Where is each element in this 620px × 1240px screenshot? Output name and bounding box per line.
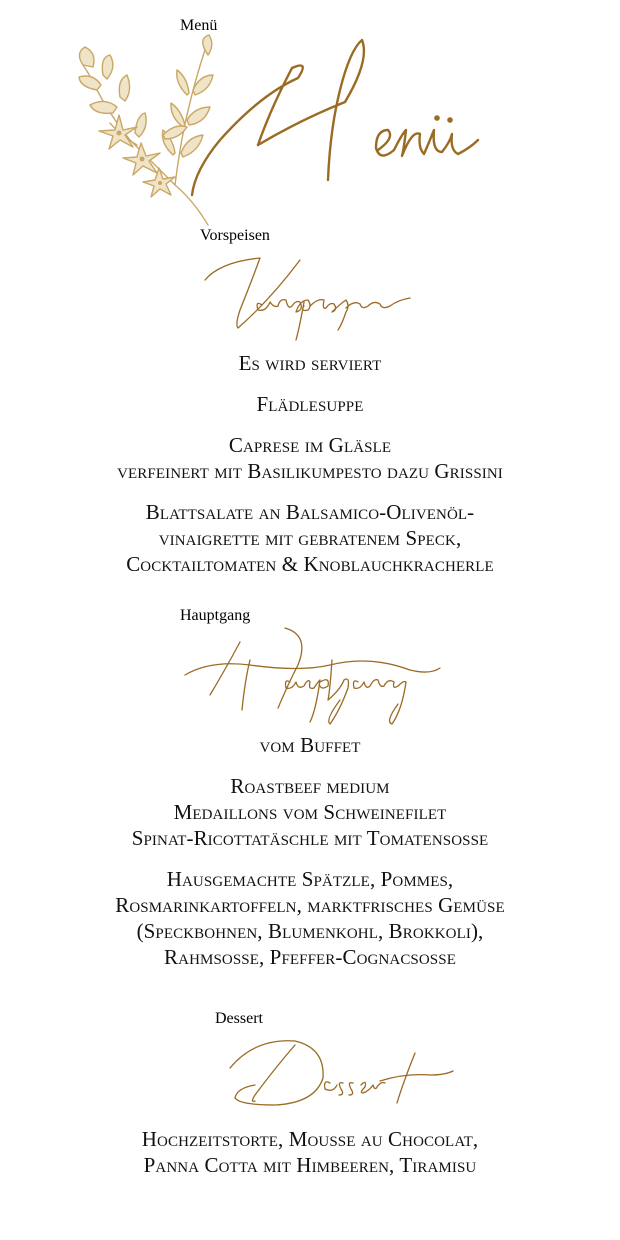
menu-item-line: Caprese im Gläsle: [228, 433, 392, 457]
menu-item-line: verfeinert mit Basilikumpesto dazu Grissini: [117, 459, 503, 483]
menu-item-line: vom Buffet: [259, 733, 361, 757]
section-title-vorspeisen: [0, 227, 620, 345]
hauptgang-script: [180, 607, 445, 728]
menu-item: [0, 432, 620, 484]
menu-item-line: (Speckbohnen, Blumenkohl, Brokkoli),: [136, 919, 484, 943]
menu-item: [0, 391, 620, 417]
vorspeisen-script: [200, 227, 425, 345]
menu-item: [0, 773, 620, 851]
section-title-text: Hauptgang: [180, 607, 251, 624]
menu-item: [0, 350, 620, 376]
dessert-items: [0, 1126, 620, 1193]
section-title-dessert: [0, 1010, 620, 1128]
menu-item-line: Roastbeef medium: [230, 774, 390, 798]
menu-item: [0, 499, 620, 577]
menu-item: [0, 866, 620, 970]
menu-item: [0, 732, 620, 758]
menu-item-line: Cocktailtomaten & Knoblauchkracherle: [126, 552, 494, 576]
menu-item: [0, 1126, 620, 1178]
menu-item-line: Hausgemachte Spätzle, Pommes,: [166, 867, 454, 891]
menu-item-line: vinaigrette mit gebratenem Speck,: [158, 526, 462, 550]
menu-item-line: Es wird serviert: [238, 351, 382, 375]
menu-header: [0, 0, 620, 235]
menu-title: Menü: [180, 17, 218, 34]
menu-item-line: Blattsalate an Balsamico-Olivenöl-: [145, 500, 475, 524]
section-title-hauptgang: [0, 607, 620, 725]
menu-item-line: Panna Cotta mit Himbeeren, Tiramisu: [143, 1153, 477, 1177]
menu-item-line: Spinat-Ricottatäschle mit Tomatensosse: [131, 826, 489, 850]
menu-title-script: [180, 17, 490, 205]
menu-item-line: Rahmsosse, Pfeffer-Cognacsosse: [164, 945, 456, 969]
menu-item-line: Rosmarinkartoffeln, marktfrisches Gemüse: [115, 893, 505, 917]
section-title-text: Vorspeisen: [200, 227, 270, 244]
menu-item-line: Hochzeitstorte, Mousse au Chocolat,: [141, 1127, 479, 1151]
menu-item-line: Flädlesuppe: [256, 392, 364, 416]
menu-item-line: Medaillons vom Schweinefilet: [173, 800, 447, 824]
vorspeisen-items: [0, 350, 620, 592]
hauptgang-items: [0, 732, 620, 985]
section-title-text: Dessert: [215, 1010, 263, 1027]
dessert-script: [215, 1010, 455, 1118]
